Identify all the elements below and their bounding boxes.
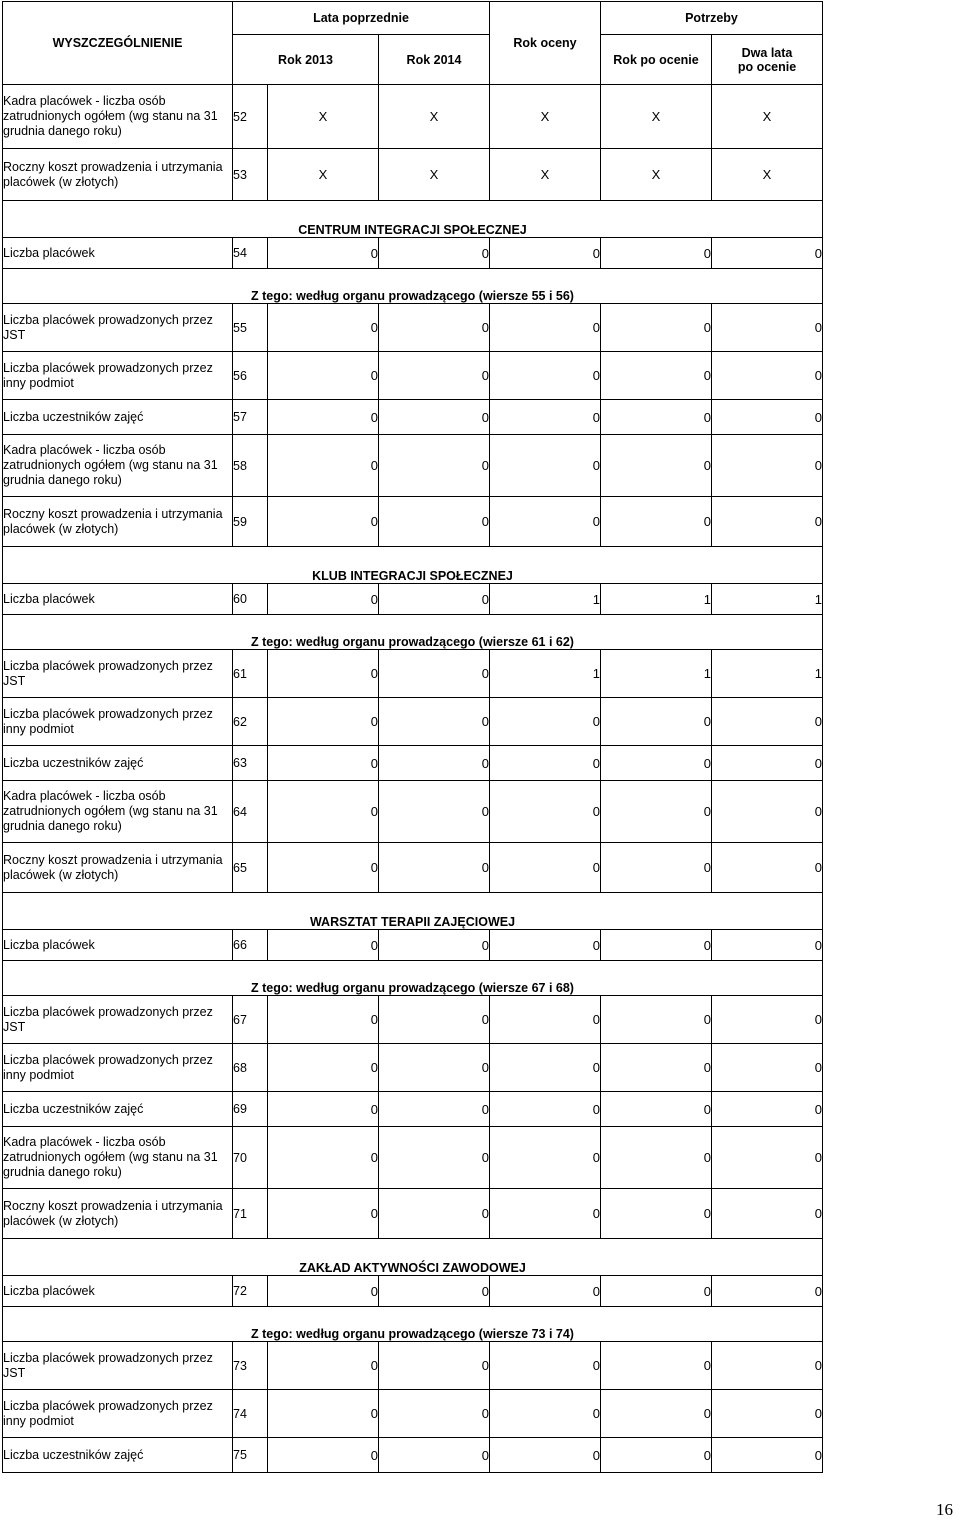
row-line-number: 68 [233, 1044, 268, 1092]
row-line-number: 70 [233, 1127, 268, 1189]
value-cell: 1 [712, 650, 823, 698]
value-cell: 0 [379, 1092, 490, 1127]
section-heading-row [3, 1239, 823, 1276]
value-cell: 0 [379, 1342, 490, 1390]
table-row [3, 435, 823, 497]
value-cell: 0 [601, 238, 712, 269]
subsection-heading-row [3, 1307, 823, 1342]
subsection-title: Z tego: według organu prowadzącego (wiersze 67 i 68) [3, 961, 823, 996]
row-label: Liczba placówek [3, 238, 233, 269]
value-cell: 0 [268, 400, 379, 435]
row-label: Kadra placówek - liczba osób zatrudnionych ogółem (wg stanu na 31 grudnia danego roku) [3, 435, 233, 497]
table-row [3, 996, 823, 1044]
value-cell: 0 [490, 1044, 601, 1092]
row-label: Liczba uczestników zajęć [3, 400, 233, 435]
value-cell: 0 [268, 304, 379, 352]
value-cell: 0 [490, 1189, 601, 1239]
value-cell: 0 [268, 1438, 379, 1473]
value-cell: 0 [601, 1390, 712, 1438]
header-needs: Potrzeby [601, 2, 823, 35]
value-cell: 0 [268, 1044, 379, 1092]
row-line-number: 60 [233, 584, 268, 615]
value-cell: 0 [601, 996, 712, 1044]
value-cell: 0 [268, 698, 379, 746]
table-row [3, 698, 823, 746]
value-cell: 0 [490, 1092, 601, 1127]
value-cell: 0 [601, 497, 712, 547]
row-label: Kadra placówek - liczba osób zatrudnionych ogółem (wg stanu na 31 grudnia danego roku) [3, 781, 233, 843]
value-cell: 0 [601, 781, 712, 843]
value-cell: X [268, 85, 379, 149]
value-cell: 0 [379, 698, 490, 746]
row-line-number: 54 [233, 238, 268, 269]
value-cell: 0 [379, 746, 490, 781]
value-cell: 0 [712, 781, 823, 843]
value-cell: X [379, 85, 490, 149]
value-cell: X [712, 85, 823, 149]
value-cell: 0 [379, 1189, 490, 1239]
row-label: Liczba placówek prowadzonych przez JST [3, 304, 233, 352]
value-cell: X [379, 149, 490, 201]
value-cell: 0 [268, 1189, 379, 1239]
value-cell: 0 [268, 843, 379, 893]
value-cell: 0 [601, 1276, 712, 1307]
value-cell: X [268, 149, 379, 201]
header-two-years-line2: po ocenie [737, 59, 797, 74]
table-row [3, 1390, 823, 1438]
value-cell: 1 [490, 584, 601, 615]
value-cell: X [712, 149, 823, 201]
section-heading-row [3, 893, 823, 930]
value-cell: 1 [712, 584, 823, 615]
value-cell: 0 [490, 930, 601, 961]
value-cell: 0 [268, 1390, 379, 1438]
header-row-groups [3, 2, 823, 35]
row-line-number: 66 [233, 930, 268, 961]
table-row [3, 1044, 823, 1092]
value-cell: 0 [379, 435, 490, 497]
value-cell: 1 [601, 650, 712, 698]
table-row [3, 400, 823, 435]
row-line-number: 63 [233, 746, 268, 781]
table-row [3, 746, 823, 781]
row-label: Liczba placówek [3, 584, 233, 615]
value-cell: 0 [601, 304, 712, 352]
header-two-years-after [712, 35, 823, 85]
value-cell: 0 [268, 1342, 379, 1390]
section-title: WARSZTAT TERAPII ZAJĘCIOWEJ [3, 893, 823, 930]
value-cell: 0 [712, 238, 823, 269]
subsection-title: Z tego: według organu prowadzącego (wiersze 73 i 74) [3, 1307, 823, 1342]
value-cell: 0 [379, 1044, 490, 1092]
table-row [3, 149, 823, 201]
subsection-title: Z tego: według organu prowadzącego (wiersze 55 i 56) [3, 269, 823, 304]
row-label: Roczny koszt prowadzenia i utrzymania placówek (w złotych) [3, 843, 233, 893]
table-row [3, 650, 823, 698]
value-cell: 0 [601, 1092, 712, 1127]
value-cell: 0 [268, 1127, 379, 1189]
section-title: ZAKŁAD AKTYWNOŚCI ZAWODOWEJ [3, 1239, 823, 1276]
value-cell: 0 [490, 435, 601, 497]
value-cell: 0 [601, 1342, 712, 1390]
value-cell: 0 [601, 435, 712, 497]
value-cell: 0 [268, 352, 379, 400]
table-row [3, 584, 823, 615]
table-row [3, 1438, 823, 1473]
subsection-heading-row [3, 961, 823, 996]
table-row [3, 930, 823, 961]
value-cell: 0 [601, 930, 712, 961]
value-cell: 0 [601, 1127, 712, 1189]
row-line-number: 74 [233, 1390, 268, 1438]
row-line-number: 69 [233, 1092, 268, 1127]
value-cell: 0 [601, 1044, 712, 1092]
value-cell: 0 [490, 1438, 601, 1473]
row-line-number: 71 [233, 1189, 268, 1239]
statistics-table [2, 1, 823, 1473]
value-cell: 0 [712, 497, 823, 547]
value-cell: 0 [379, 781, 490, 843]
row-label: Liczba uczestników zajęć [3, 1438, 233, 1473]
value-cell: X [490, 85, 601, 149]
row-label: Liczba uczestników zajęć [3, 1092, 233, 1127]
page-number: 16 [936, 1500, 953, 1519]
row-line-number: 53 [233, 149, 268, 201]
value-cell: 0 [490, 996, 601, 1044]
value-cell: 0 [712, 930, 823, 961]
value-cell: 0 [712, 352, 823, 400]
row-line-number: 55 [233, 304, 268, 352]
value-cell: 0 [601, 352, 712, 400]
table-row [3, 497, 823, 547]
row-label: Liczba placówek prowadzonych przez inny podmiot [3, 1044, 233, 1092]
table-row [3, 85, 823, 149]
value-cell: 0 [490, 497, 601, 547]
row-label: Liczba placówek [3, 930, 233, 961]
row-label: Liczba placówek prowadzonych przez inny podmiot [3, 352, 233, 400]
value-cell: 0 [268, 746, 379, 781]
value-cell: 0 [601, 843, 712, 893]
value-cell: 0 [268, 497, 379, 547]
row-line-number: 65 [233, 843, 268, 893]
table-row [3, 238, 823, 269]
value-cell: 0 [268, 930, 379, 961]
value-cell: 0 [490, 1127, 601, 1189]
row-line-number: 52 [233, 85, 268, 149]
value-cell: 0 [379, 584, 490, 615]
value-cell: 0 [490, 781, 601, 843]
table-row [3, 1342, 823, 1390]
value-cell: 0 [268, 650, 379, 698]
header-description: WYSZCZEGÓLNIENIE [3, 2, 233, 85]
value-cell: 0 [379, 238, 490, 269]
table-row [3, 1189, 823, 1239]
value-cell: 0 [379, 304, 490, 352]
header-assessed-year: Rok oceny [490, 2, 601, 85]
value-cell: 0 [601, 746, 712, 781]
value-cell: 0 [268, 996, 379, 1044]
row-label: Liczba placówek [3, 1276, 233, 1307]
value-cell: 0 [379, 352, 490, 400]
value-cell: 0 [379, 1127, 490, 1189]
section-heading-row [3, 547, 823, 584]
value-cell: 0 [268, 584, 379, 615]
value-cell: 0 [601, 1438, 712, 1473]
table-row [3, 352, 823, 400]
value-cell: 0 [268, 238, 379, 269]
value-cell: 0 [712, 843, 823, 893]
value-cell: 0 [712, 698, 823, 746]
value-cell: 0 [490, 352, 601, 400]
value-cell: 0 [379, 1390, 490, 1438]
value-cell: 0 [490, 698, 601, 746]
value-cell: 0 [379, 400, 490, 435]
section-title: CENTRUM INTEGRACJI SPOŁECZNEJ [3, 201, 823, 238]
table-row [3, 781, 823, 843]
value-cell: 0 [712, 1189, 823, 1239]
value-cell: 0 [379, 996, 490, 1044]
row-label: Liczba placówek prowadzonych przez inny podmiot [3, 1390, 233, 1438]
row-line-number: 62 [233, 698, 268, 746]
header-previous-years: Lata poprzednie [233, 2, 490, 35]
section-heading-row [3, 201, 823, 238]
header-year-2013: Rok 2013 [233, 35, 379, 85]
value-cell: 0 [490, 1276, 601, 1307]
header-year-after: Rok po ocenie [601, 35, 712, 85]
value-cell: 0 [379, 843, 490, 893]
value-cell: 0 [490, 304, 601, 352]
row-line-number: 75 [233, 1438, 268, 1473]
table-row [3, 843, 823, 893]
value-cell: 0 [601, 698, 712, 746]
header-two-years-line1: Dwa lata [741, 45, 793, 60]
value-cell: 0 [712, 1390, 823, 1438]
value-cell: 0 [379, 930, 490, 961]
row-line-number: 64 [233, 781, 268, 843]
header-year-2014: Rok 2014 [379, 35, 490, 85]
value-cell: 0 [490, 400, 601, 435]
table-row [3, 1092, 823, 1127]
value-cell: 0 [379, 650, 490, 698]
row-label: Liczba placówek prowadzonych przez JST [3, 650, 233, 698]
value-cell: X [601, 85, 712, 149]
row-line-number: 58 [233, 435, 268, 497]
table-row [3, 304, 823, 352]
value-cell: 0 [712, 304, 823, 352]
row-line-number: 59 [233, 497, 268, 547]
subsection-heading-row [3, 269, 823, 304]
value-cell: 0 [601, 400, 712, 435]
subsection-heading-row [3, 615, 823, 650]
value-cell: 0 [490, 238, 601, 269]
table-body [3, 2, 823, 1473]
row-label: Liczba placówek prowadzonych przez JST [3, 1342, 233, 1390]
value-cell: 0 [379, 497, 490, 547]
row-line-number: 61 [233, 650, 268, 698]
subsection-title: Z tego: według organu prowadzącego (wiersze 61 i 62) [3, 615, 823, 650]
value-cell: 0 [712, 746, 823, 781]
value-cell: 0 [712, 400, 823, 435]
value-cell: 0 [268, 1276, 379, 1307]
section-title: KLUB INTEGRACJI SPOŁECZNEJ [3, 547, 823, 584]
row-line-number: 73 [233, 1342, 268, 1390]
value-cell: 0 [268, 435, 379, 497]
row-label: Kadra placówek - liczba osób zatrudnionych ogółem (wg stanu na 31 grudnia danego roku) [3, 85, 233, 149]
value-cell: X [490, 149, 601, 201]
row-label: Liczba placówek prowadzonych przez JST [3, 996, 233, 1044]
table-row [3, 1127, 823, 1189]
row-line-number: 56 [233, 352, 268, 400]
value-cell: 0 [490, 1390, 601, 1438]
value-cell: 0 [379, 1276, 490, 1307]
value-cell: 0 [268, 1092, 379, 1127]
value-cell: 0 [712, 435, 823, 497]
value-cell: 1 [490, 650, 601, 698]
value-cell: 0 [268, 781, 379, 843]
row-label: Roczny koszt prowadzenia i utrzymania placówek (w złotych) [3, 149, 233, 201]
row-label: Roczny koszt prowadzenia i utrzymania placówek (w złotych) [3, 1189, 233, 1239]
value-cell: 0 [712, 1044, 823, 1092]
value-cell: 0 [490, 746, 601, 781]
row-label: Liczba placówek prowadzonych przez inny podmiot [3, 698, 233, 746]
value-cell: 0 [601, 1189, 712, 1239]
table-row [3, 1276, 823, 1307]
value-cell: 0 [712, 1438, 823, 1473]
value-cell: 0 [490, 843, 601, 893]
row-label: Kadra placówek - liczba osób zatrudnionych ogółem (wg stanu na 31 grudnia danego roku) [3, 1127, 233, 1189]
value-cell: 1 [601, 584, 712, 615]
value-cell: 0 [379, 1438, 490, 1473]
value-cell: 0 [712, 1127, 823, 1189]
value-cell: 0 [490, 1342, 601, 1390]
value-cell: X [601, 149, 712, 201]
row-line-number: 67 [233, 996, 268, 1044]
row-label: Roczny koszt prowadzenia i utrzymania placówek (w złotych) [3, 497, 233, 547]
value-cell: 0 [712, 1092, 823, 1127]
value-cell: 0 [712, 1342, 823, 1390]
row-line-number: 57 [233, 400, 268, 435]
value-cell: 0 [712, 1276, 823, 1307]
value-cell: 0 [712, 996, 823, 1044]
row-label: Liczba uczestników zajęć [3, 746, 233, 781]
row-line-number: 72 [233, 1276, 268, 1307]
